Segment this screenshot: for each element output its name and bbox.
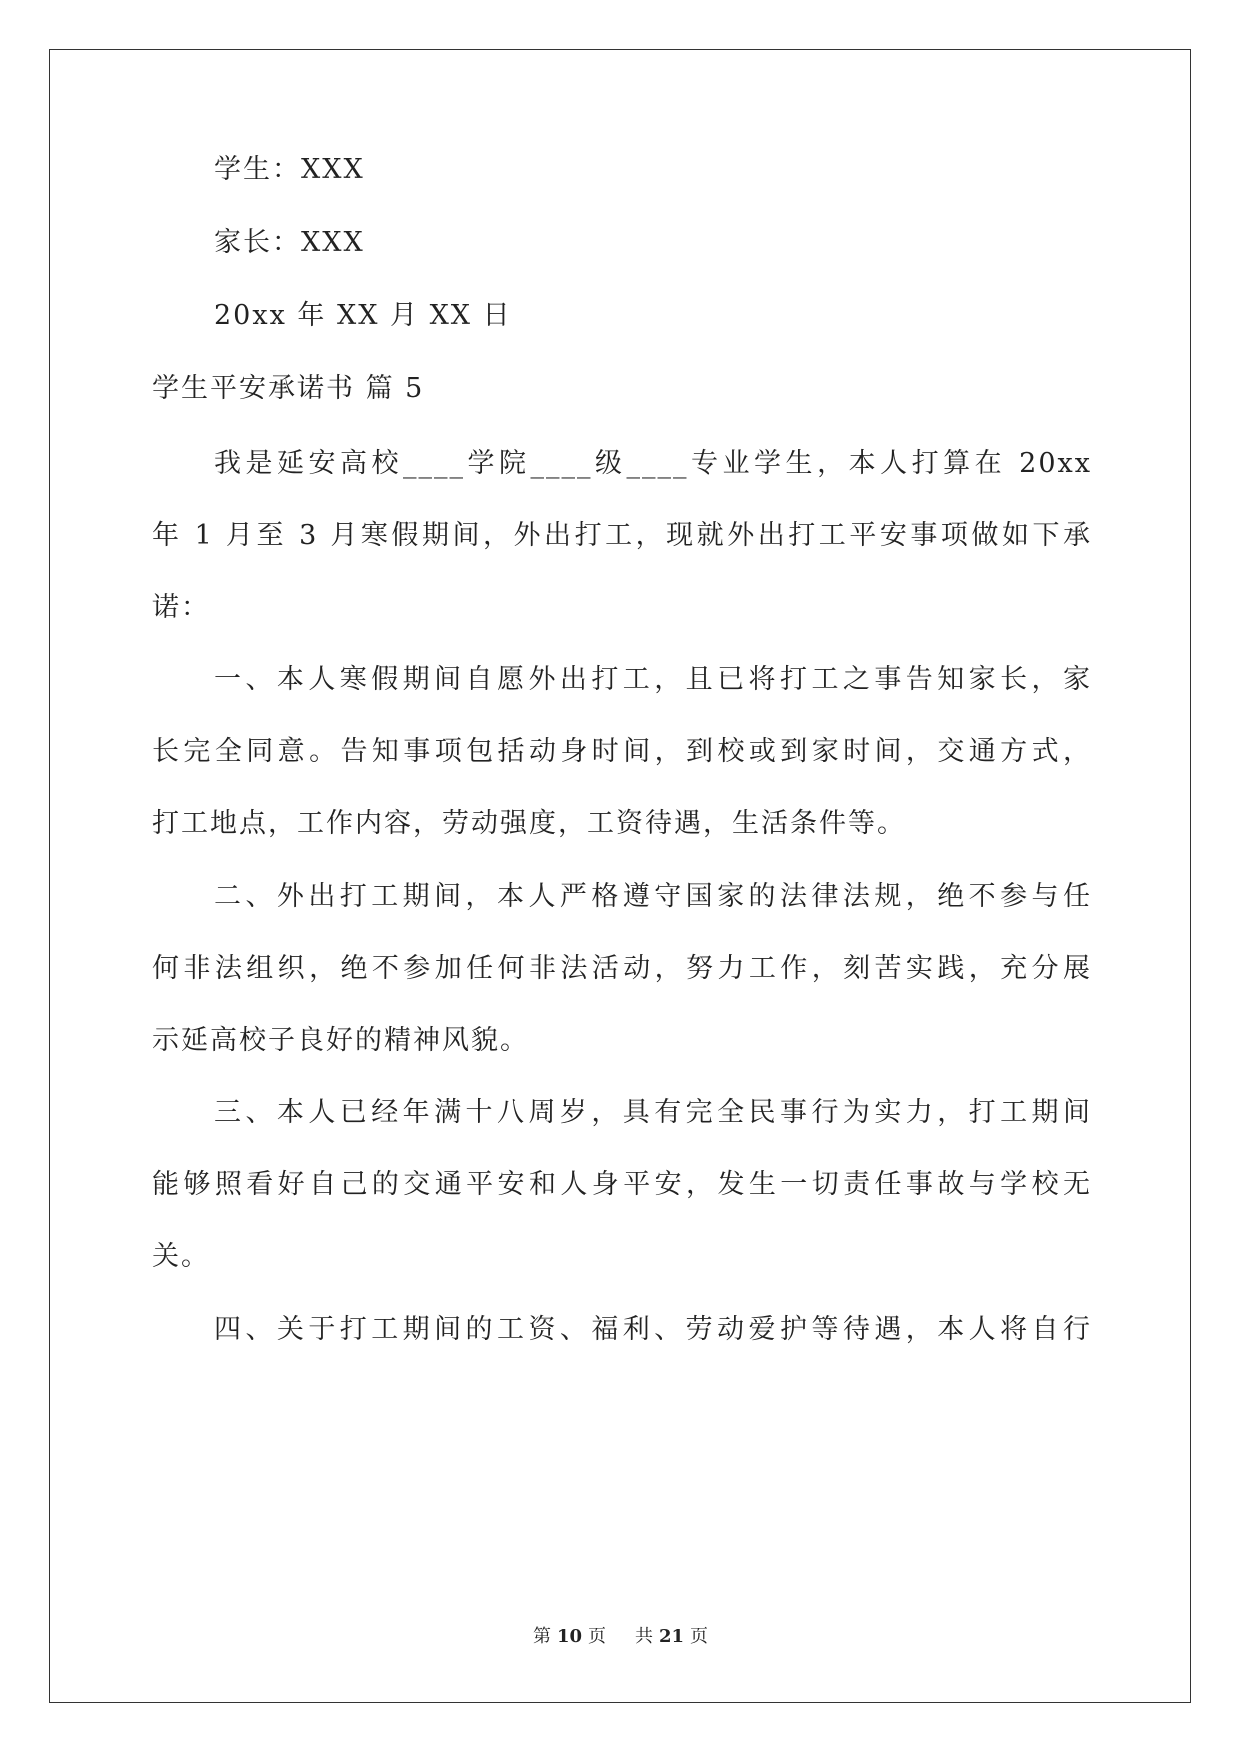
p2-line-3: 示延高校子良好的精神风貌。 bbox=[152, 1025, 529, 1056]
current-page-number: 10 bbox=[556, 1626, 583, 1647]
parent-signature: 家长：XXX bbox=[214, 227, 365, 258]
total-suffix: 页 bbox=[690, 1626, 708, 1647]
student-signature: 学生：XXX bbox=[214, 154, 365, 185]
p2-line-2: 何非法组织，绝不参加任何非法活动，努力工作，刻苦实践，充分展 bbox=[152, 953, 1092, 984]
total-prefix: 共 bbox=[634, 1626, 653, 1647]
page-number-footer bbox=[0, 1622, 1241, 1648]
page-word: 页 bbox=[588, 1626, 607, 1647]
page-prefix: 第 bbox=[532, 1626, 551, 1647]
total-page-number: 21 bbox=[658, 1626, 684, 1647]
p1-line-3: 打工地点，工作内容，劳动强度，工资待遇，生活条件等。 bbox=[152, 808, 906, 839]
p4-line-1: 四、关于打工期间的工资、福利、劳动爱护等待遇，本人将自行 bbox=[214, 1314, 1092, 1345]
intro-line-1: 我是延安高校____学院____级____专业学生，本人打算在 20xx bbox=[214, 448, 1092, 479]
signature-date: 20xx 年 XX 月 XX 日 bbox=[214, 300, 512, 331]
p1-line-1: 一、本人寒假期间自愿外出打工，且已将打工之事告知家长，家 bbox=[214, 664, 1092, 695]
p1-line-2: 长完全同意。告知事项包括动身时间，到校或到家时间，交通方式， bbox=[152, 736, 1092, 767]
p3-line-3: 关。 bbox=[152, 1241, 210, 1272]
intro-line-3: 诺： bbox=[152, 592, 210, 623]
section-title: 学生平安承诺书 篇 5 bbox=[152, 373, 425, 404]
p2-line-1: 二、外出打工期间，本人严格遵守国家的法律法规，绝不参与任 bbox=[214, 881, 1092, 912]
intro-line-2: 年 1 月至 3 月寒假期间，外出打工，现就外出打工平安事项做如下承 bbox=[152, 520, 1092, 551]
p3-line-2: 能够照看好自己的交通平安和人身平安，发生一切责任事故与学校无 bbox=[152, 1169, 1092, 1200]
p3-line-1: 三、本人已经年满十八周岁，具有完全民事行为实力，打工期间 bbox=[214, 1097, 1092, 1128]
